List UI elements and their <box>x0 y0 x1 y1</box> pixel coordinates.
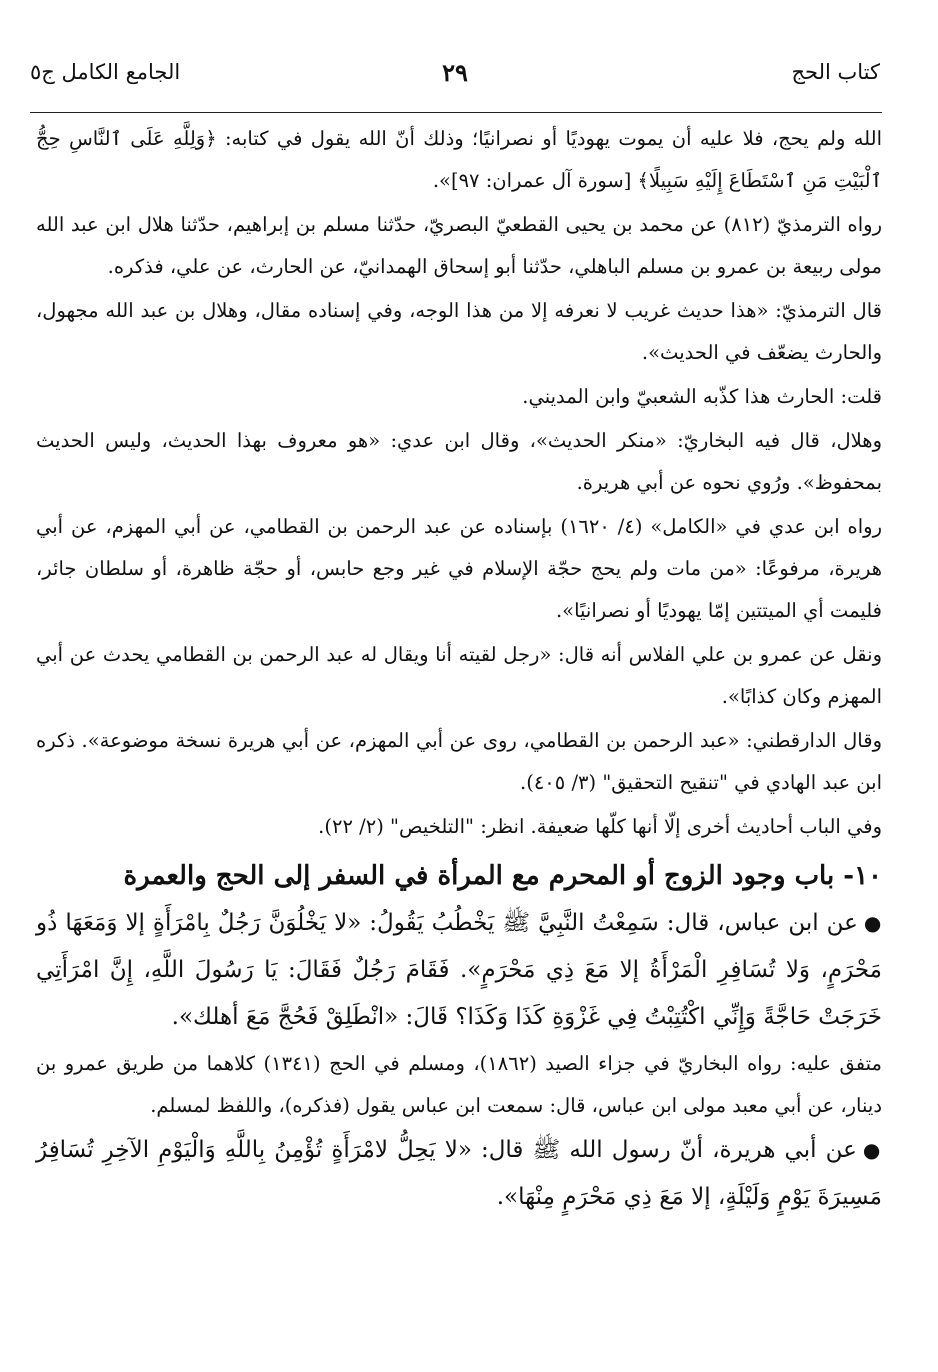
paragraph-takhrij: متفق عليه: رواه البخاريّ في جزاء الصيد (١٨٦٢)، ومسلم في الحج (١٣٤١) كلاهما من طريق عمرو بن دينار، عن أبي معبد مولى ابن عباس، قال: سمعت ابن عباس يقول (فذكره)، واللفظ لمسلم. <box>36 1052 882 1117</box>
paragraph-quran-citation: الله ولم يحج، فلا عليه أن يموت يهوديًا أو نصرانيًا؛ وذلك أنّ الله يقول في كتابه: ﴿وَلِلَّهِ عَلَى ٱلنَّاسِ حِجُّ ٱلْبَيْتِ مَنِ ٱسْتَطَاعَ إِلَيْهِ سَبِيلًا﴾ [سورة آل عمران: ٩٧]». <box>36 127 882 192</box>
paragraph-fallas-quote: ونقل عن عمرو بن علي الفلاس أنه قال: «رجل لقيته أنا ويقال له عبد الرحمن بن القطامي يحدث عن أبي المهزم وكان كذابًا». <box>36 643 882 708</box>
hadith-abu-hurayra-text: عن أبي هريرة، أنّ رسول الله ﷺ قال: «لا يَحِلُّ لامْرَأَةٍ تُؤْمِنُ بِاللَّهِ وَالْيَوْمِ الآخِرِ تُسَافِرُ مَسِيرَةَ يَوْمٍ وَلَيْلَةٍ، إلا مَعَ ذِي مَحْرَمٍ مِنْهَا». <box>36 1137 882 1210</box>
paragraph-author-note: قلت: الحارث هذا كذّبه الشعبيّ وابن المديني. <box>522 385 882 408</box>
page-number: ٢٩ <box>442 58 468 87</box>
paragraph-ibn-adi-narration: رواه ابن عدي في «الكامل» (٤/ ١٦٢٠) بإسناده عن عبد الرحمن بن القطامي، عن أبي المهزم، عن أبي هريرة، مرفوعًا: «من مات ولم يحج حجّة الإسلام في غير وجع حابس، أو حجّة ظاهرة، أو سلطان جائر، فليمت أي الميتتين إمّا يهوديًا أو نصرانيًا». <box>36 515 882 622</box>
bullet-icon: ● <box>862 1138 883 1162</box>
paragraph-hilal-assessment: وهلال، قال فيه البخاريّ: «منكر الحديث»، وقال ابن عدي: «هو معروف بهذا الحديث، وليس الحديث بمحفوظ». ورُوي نحوه عن أبي هريرة. <box>36 429 882 494</box>
paragraph-daraqutni-quote: وقال الدارقطني: «عبد الرحمن بن القطامي، روى عن أبي المهزم، عن أبي هريرة نسخة موضوعة». ذكره ابن عبد الهادي في "تنقيح التحقيق" (٣/ ٤٠٥). <box>36 729 882 794</box>
running-header <box>30 56 880 96</box>
hadith-ibn-abbas <box>36 900 882 1041</box>
paragraph-tirmidhi-comment: قال الترمذيّ: «هذا حديث غريب لا نعرفه إلا من هذا الوجه، وفي إسناده مقال، وهلال بن عبد الله مجهول، والحارث يضعّف في الحديث». <box>36 299 882 364</box>
paragraph-tirmidhi-chain: رواه الترمذيّ (٨١٢) عن محمد بن يحيى القطعيّ البصريّ، حدّثنا مسلم بن إبراهيم، حدّثنا هلال ابن عبد الله مولى ربيعة بن عمرو بن مسلم الباهلي، حدّثنا أبو إسحاق الهمدانيّ، عن الحارث، عن علي، فذكره. <box>36 213 882 278</box>
header-rule <box>30 112 882 113</box>
hadith-abu-hurayra <box>36 1127 882 1221</box>
paragraph-other-hadiths: وفي الباب أحاديث أخرى إلّا أنها كلّها ضعيفة. انظر: "التلخيص" (٢/ ٢٢). <box>318 815 882 838</box>
section-heading: ١٠- باب وجود الزوج أو المحرم مع المرأة في السفر إلى الحج والعمرة <box>123 861 882 891</box>
bullet-icon: ● <box>863 911 882 935</box>
book-title: الجامع الكامل ج٥ <box>30 60 181 84</box>
page-body <box>36 118 882 1221</box>
hadith-ibn-abbas-text: عن ابن عباس، قال: سَمِعْتُ النَّبِيَّ ﷺ يَخْطُبُ يَقُولُ: «لا يَخْلُوَنَّ رَجُلٌ بِامْرَأَةٍ إلا وَمَعَهَا ذُو مَحْرَمٍ، وَلا تُسَافِرِ الْمَرْأَةُ إلا مَعَ ذِي مَحْرَمٍ». فَقَامَ رَجُلٌ فَقَالَ: يَا رَسُولَ اللَّهِ، إِنَّ امْرَأَتِي خَرَجَتْ حَاجَّةً وَإِنِّي اكْتُتِبْتُ فِي غَزْوَةِ كَذَا وَكَذَا؟ قَالَ: «انْطَلِقْ فَحُجَّ مَعَ أهلك». <box>36 910 882 1030</box>
chapter-title: كتاب الحج <box>791 60 880 84</box>
